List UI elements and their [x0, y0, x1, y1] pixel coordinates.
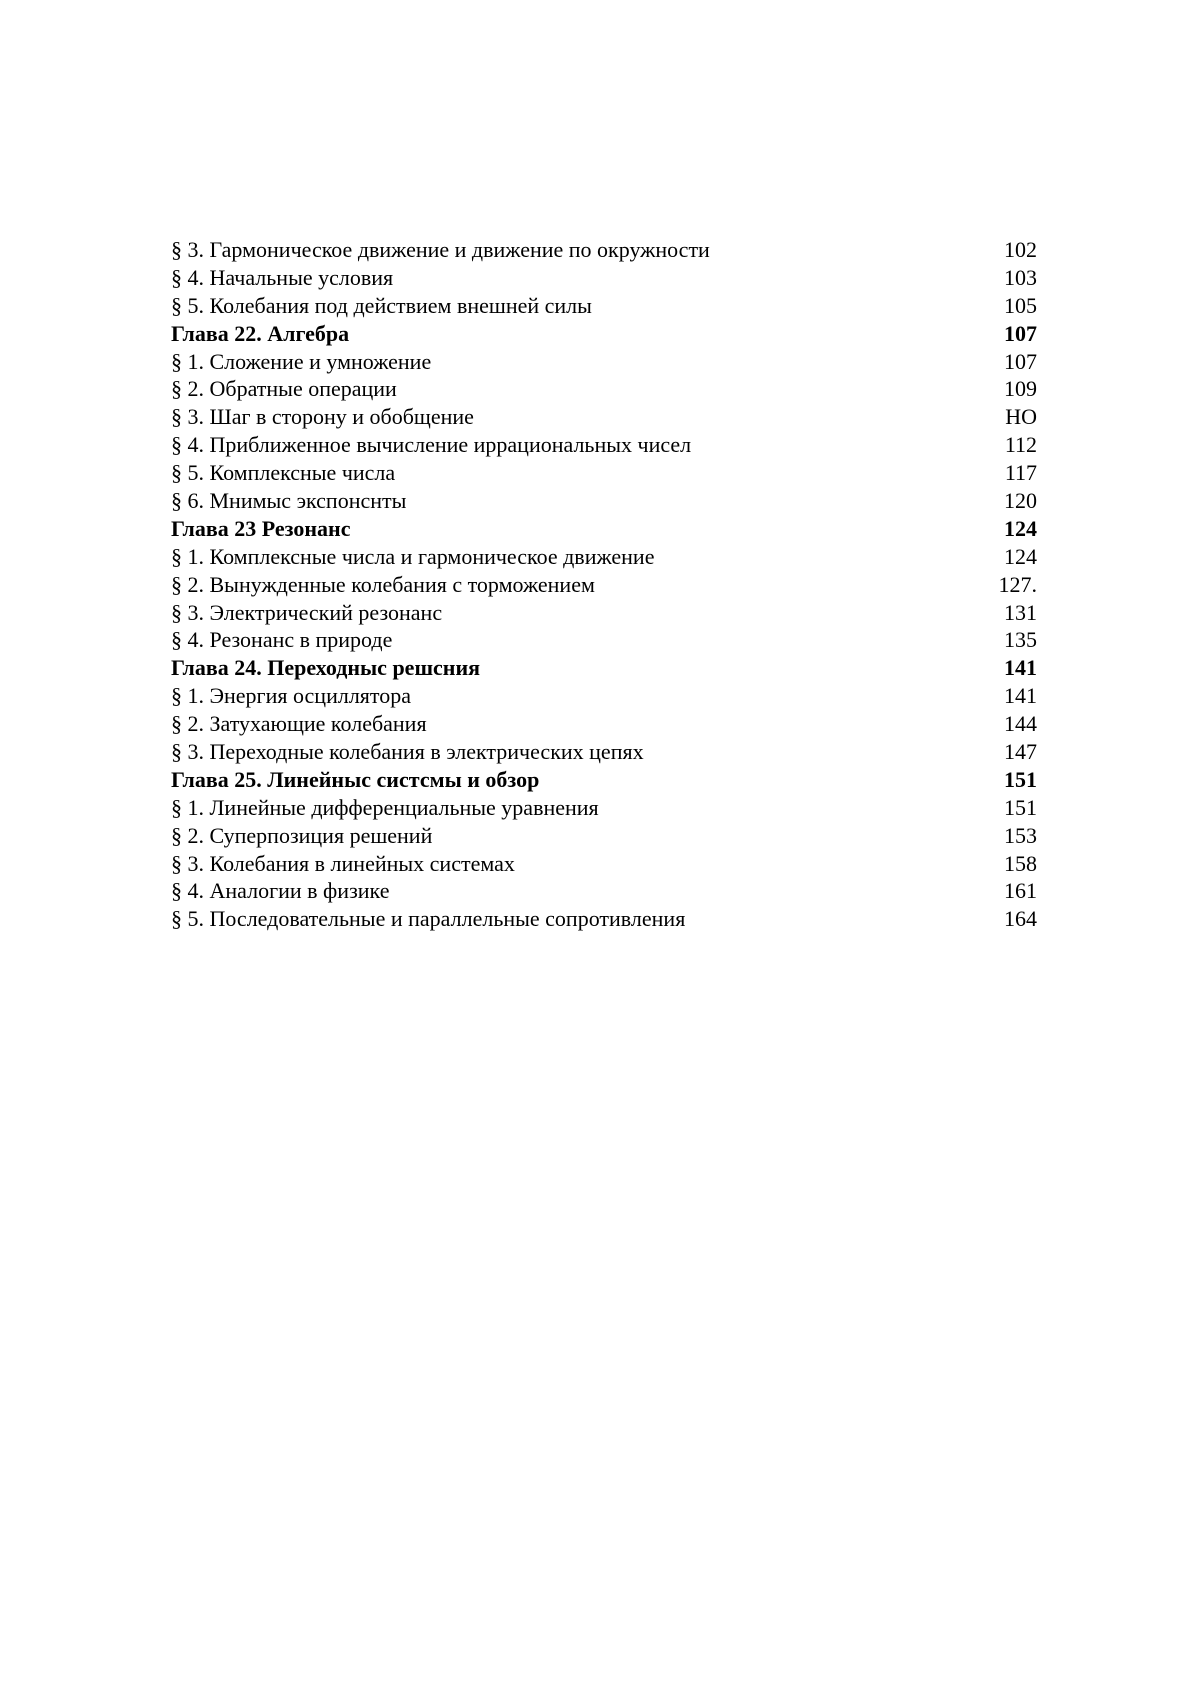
toc-entry-page: 112 — [1004, 432, 1037, 458]
toc-entry — [171, 236, 1037, 264]
toc-entry-page: 144 — [1004, 711, 1037, 737]
toc-entry-title: § 3. Гармоническое движение и движение по окружности — [171, 237, 710, 262]
toc-entry-title: § 1. Линейные дифференциальные уравнения — [171, 794, 599, 820]
toc-entry-title: § 1. Сложение и умножение — [171, 348, 432, 374]
toc-chapter-page: 124 — [1004, 515, 1037, 541]
toc-entry — [171, 487, 1037, 515]
toc-entry-page: 164 — [1004, 906, 1037, 932]
toc-entry — [171, 375, 1037, 403]
toc-entry — [171, 794, 1037, 822]
toc-entry — [171, 877, 1037, 905]
toc-entry-title: § 3. Электрический резонанс — [171, 599, 443, 625]
toc-chapter-page: 141 — [1004, 655, 1037, 681]
toc-entry-title: § 4. Резонанс в природе — [171, 627, 393, 653]
toc-entry-title: § 5. Колебания под действием внешней силы — [171, 292, 592, 318]
toc-entry-page: 102 — [1004, 237, 1037, 262]
toc-entry-page: 147 — [1004, 739, 1037, 765]
toc-entry — [171, 264, 1037, 292]
toc-entry — [171, 850, 1037, 878]
toc-entry-title: § 3. Шаг в сторону и обобщение — [171, 404, 474, 430]
toc-chapter-title: Глава 23 Резонанс — [171, 515, 351, 541]
toc-entry-page: 153 — [1004, 822, 1037, 848]
toc-entry — [171, 626, 1037, 654]
toc-entry-title: § 4. Аналогии в физике — [171, 878, 390, 904]
toc-entry — [171, 571, 1037, 599]
toc-entry — [171, 292, 1037, 320]
toc-entry — [171, 599, 1037, 627]
toc-entry-title: § 1. Комплексные числа и гармоническое движение — [171, 543, 655, 569]
toc-entry-title: § 2. Затухающие колебания — [171, 711, 427, 737]
toc-entry-title: § 4. Начальные условия — [171, 264, 394, 290]
toc-entry — [171, 822, 1037, 850]
toc-entry-page: 103 — [1004, 264, 1037, 290]
toc-entry-page: 135 — [1004, 627, 1037, 653]
toc-entry-title: § 3. Переходные колебания в электрических цепях — [171, 739, 644, 765]
toc-entry-page: 151 — [1004, 794, 1037, 820]
toc-entry — [171, 905, 1037, 933]
toc-entry-title: § 5. Последовательные и параллельные сопротивления — [171, 906, 686, 932]
toc-chapter-page: 151 — [1004, 766, 1037, 792]
toc-entry-title: § 3. Колебания в линейных системах — [171, 850, 515, 876]
toc-chapter-heading — [171, 654, 1037, 682]
toc-entry — [171, 459, 1037, 487]
toc-entry-page: 127. — [998, 571, 1037, 597]
toc-entry-page: 117 — [1004, 460, 1037, 486]
toc-chapter-title: Глава 24. Переходныс решсния — [171, 655, 481, 681]
table-of-contents — [171, 236, 1037, 933]
toc-entry — [171, 710, 1037, 738]
toc-chapter-heading — [171, 320, 1037, 348]
toc-entry — [171, 431, 1037, 459]
toc-entry-title: § 1. Энергия осциллятора — [171, 683, 412, 709]
toc-entry-title: § 4. Приближенное вычисление иррациональных чисел — [171, 432, 692, 458]
toc-entry-page: 158 — [1004, 850, 1037, 876]
toc-entry-page: НО — [1005, 404, 1037, 430]
toc-entry — [171, 403, 1037, 431]
toc-entry-page: 161 — [1004, 878, 1037, 904]
toc-entry-page: 109 — [1004, 376, 1037, 402]
toc-entry-page: 107 — [1004, 348, 1037, 374]
toc-entry — [171, 543, 1037, 571]
toc-chapter-title: Глава 25. Линейныс систсмы и обзор — [171, 766, 540, 792]
toc-chapter-title: Глава 22. Алгебра — [171, 320, 350, 346]
toc-entry-title: § 5. Комплексные числа — [171, 460, 396, 486]
toc-entry-title: § 2. Вынужденные колебания с торможением — [171, 571, 595, 597]
toc-entry-title: § 6. Мнимыс экспонснты — [171, 488, 407, 514]
toc-entry-page: 141 — [1004, 683, 1037, 709]
toc-entry — [171, 738, 1037, 766]
toc-entry-page: 124 — [1004, 543, 1037, 569]
toc-chapter-page: 107 — [1004, 320, 1037, 346]
toc-entry-page: 105 — [1004, 292, 1037, 318]
toc-entry-page: 120 — [1004, 488, 1037, 514]
toc-entry-title: § 2. Суперпозиция решений — [171, 822, 433, 848]
toc-entry — [171, 682, 1037, 710]
toc-entry — [171, 348, 1037, 376]
toc-chapter-heading — [171, 766, 1037, 794]
toc-chapter-heading — [171, 515, 1037, 543]
toc-entry-page: 131 — [1004, 599, 1037, 625]
toc-entry-title: § 2. Обратные операции — [171, 376, 397, 402]
